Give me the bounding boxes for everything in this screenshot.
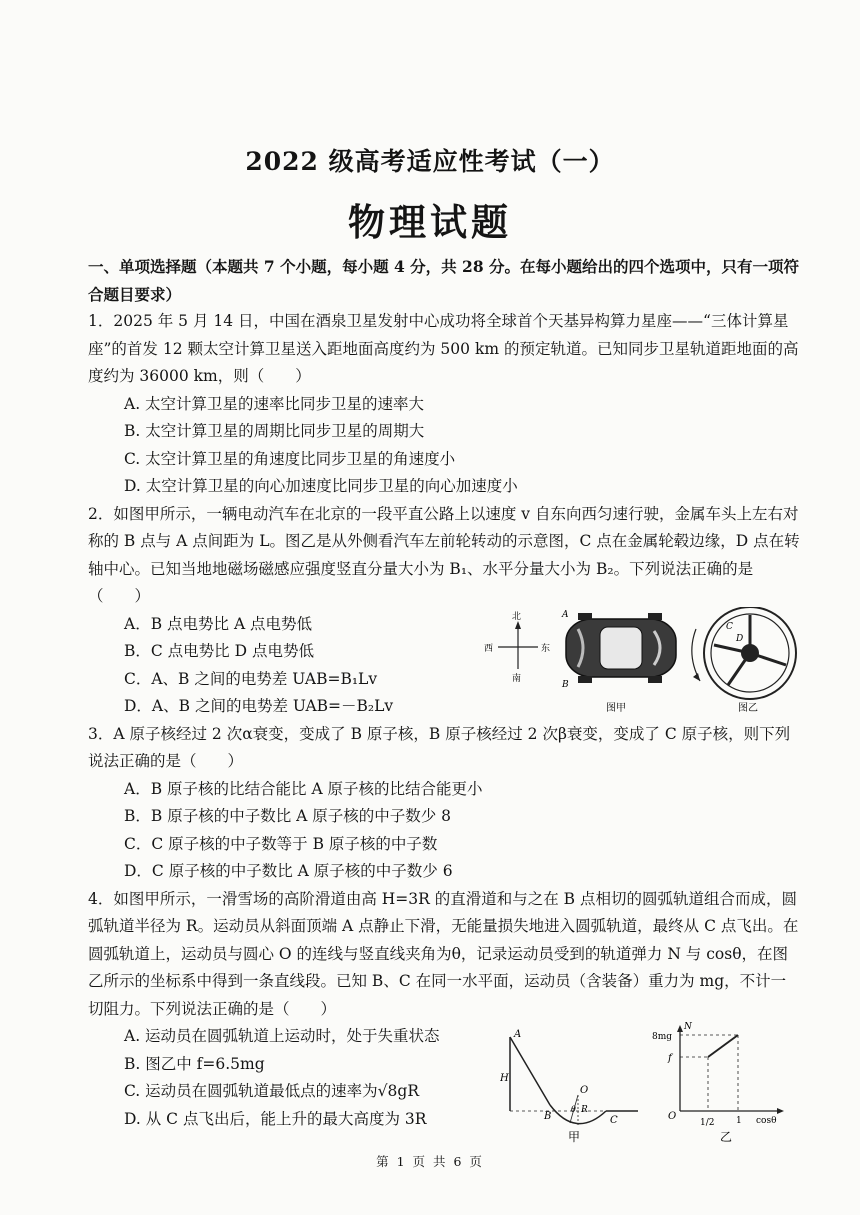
caption-figure-jia: 甲 [568, 1130, 581, 1144]
origin-label: O [668, 1111, 677, 1122]
question-3 [88, 721, 800, 886]
point-c-label: C [610, 1115, 618, 1126]
question-stem: 4．如图甲所示，一滑雪场的高阶滑道由高 H=3R 的直滑道和与之在 B 点相切的圆弧轨道组合而成，圆弧轨道半径为 R。运动员从斜面顶端 A 点静止下滑，无能量损失地进入圆弧轨道，最终从 C 点飞出。在圆弧轨道上，运动员与圆心 O 的连线与竖直线夹角为θ，记录运动员受到的轨道弹力 N 与 cosθ，在图乙所示的坐标系中得到一条直线段。已知 B、C 在同一水平面，运动员（含装备）重力为 mg，不计一切阻力。下列说法正确的是（ ） [88, 889, 799, 1018]
page-header [0, 142, 860, 246]
option-d: D. 太空计算卫星的向心加速度比同步卫星的向心加速度小 [124, 477, 518, 495]
compass-icon [484, 610, 550, 684]
angle-theta-label: θ [571, 1105, 576, 1114]
point-b-label: B [562, 679, 569, 690]
option-c: C．C 原子核的中子数等于 B 原子核的中子数 [124, 834, 438, 853]
option-b: B．C 点电势比 D 点电势低 [124, 642, 314, 660]
height-h-label: H [500, 1073, 509, 1084]
option-b: B. 图乙中 f=6.5mg [124, 1054, 265, 1073]
option-b: B. 太空计算卫星的周期比同步卫星的周期大 [124, 422, 425, 440]
compass-south: 南 [512, 673, 522, 684]
tick-one-label: 1 [736, 1116, 742, 1126]
question-stem: 2．如图甲所示，一辆电动汽车在北京的一段平直公路上以速度 v 自东向西匀速行驶，金属车头上左右对称的 B 点与 A 点间距为 L。图乙是从外侧看汽车左前轮转动的示意图，C 点在金属轮毂边缘，D 点在转轴中心。已知当地地磁场磁感应强度竖直分量大小为 B₁、水平分量大小为 B₂。下列说法正确的是（ ） [88, 504, 800, 605]
car-icon [561, 610, 676, 690]
option-a: A．B 点电势比 A 点电势低 [124, 614, 313, 633]
question-2 [88, 501, 800, 721]
options-block [88, 1022, 800, 1144]
caption-figure-jia: 图甲 [606, 702, 626, 714]
axis-cos-label: cosθ [756, 1116, 777, 1126]
options-block [88, 611, 800, 721]
point-d-label: D [736, 633, 744, 644]
question-stem: 3．A 原子核经过 2 次α衰变，变成了 B 原子核，B 原子核经过 2 次β衰变，变成了 C 原子核，则下列说法正确的是（ ） [88, 724, 791, 770]
point-a-label: A [514, 1029, 522, 1040]
option-a: A. 运动员在圆弧轨道上运动时，处于失重状态 [124, 1027, 440, 1045]
option-b: B．B 原子核的中子数比 A 原子核的中子数少 8 [124, 807, 452, 825]
point-b-label: B [544, 1111, 552, 1122]
question-4 [88, 886, 800, 1144]
option-a: A．B 原子核的比结合能比 A 原子核的比结合能更小 [124, 779, 483, 798]
option-a: A. 太空计算卫星的速率比同步卫星的速率大 [124, 394, 425, 413]
exam-content [88, 253, 800, 1144]
compass-west: 西 [484, 643, 494, 654]
point-c-label: C [726, 621, 733, 632]
radius-r-label: R [581, 1105, 588, 1115]
question-stem: 1．2025 年 5 月 14 日，中国在酒泉卫星发射中心成功将全球首个天基异构算力星座——“三体计算星座”的首发 12 颗太空计算卫星送入距地面高度约为 500 km 的预定轨道。已知同步卫星轨道距地面的高度约为 36000 km，则（ ） [88, 312, 799, 385]
option-d: D. 从 C 点飞出后，能上升的最大高度为 3R [124, 1109, 427, 1128]
question-1 [88, 308, 800, 501]
caption-figure-yi: 图乙 [738, 702, 758, 714]
tick-half-label: 1/2 [700, 1118, 715, 1128]
tick-8mg-label: 8mg [652, 1032, 673, 1042]
n-cos-graph [652, 1022, 784, 1144]
caption-figure-yi: 乙 [720, 1130, 733, 1144]
subject-title: 物理试题 [348, 200, 512, 244]
option-d: D．C 原子核的中子数比 A 原子核的中子数少 6 [124, 862, 453, 880]
option-d: D．A、B 之间的电势差 UAB=－B₂Lv [124, 697, 394, 715]
q2-figure [478, 607, 808, 719]
section-heading: 一、单项选择题（本题共 7 个小题，每小题 4 分，共 28 分。在每小题给出的四个选项中，只有一项符合题目要求） [88, 257, 800, 304]
point-o-label: O [580, 1085, 589, 1096]
q4-figure [500, 1015, 800, 1145]
compass-east: 东 [541, 643, 551, 654]
option-c: C．A、B 之间的电势差 UAB=B₁Lv [124, 669, 378, 688]
tick-f-label: f [668, 1053, 672, 1064]
compass-north: 北 [512, 611, 522, 622]
option-c: C. 运动员在圆弧轨道最低点的速率为√8gR [124, 1082, 419, 1100]
page-footer: 第 1 页 共 6 页 [376, 1154, 484, 1169]
axis-n-label: N [684, 1022, 692, 1032]
wheel-icon [692, 607, 796, 699]
ski-track-diagram [500, 1029, 638, 1144]
exam-title: 2022 级高考适应性考试（一） [245, 147, 615, 176]
point-a-label: A [562, 609, 569, 620]
option-c: C. 太空计算卫星的角速度比同步卫星的角速度小 [124, 449, 456, 468]
